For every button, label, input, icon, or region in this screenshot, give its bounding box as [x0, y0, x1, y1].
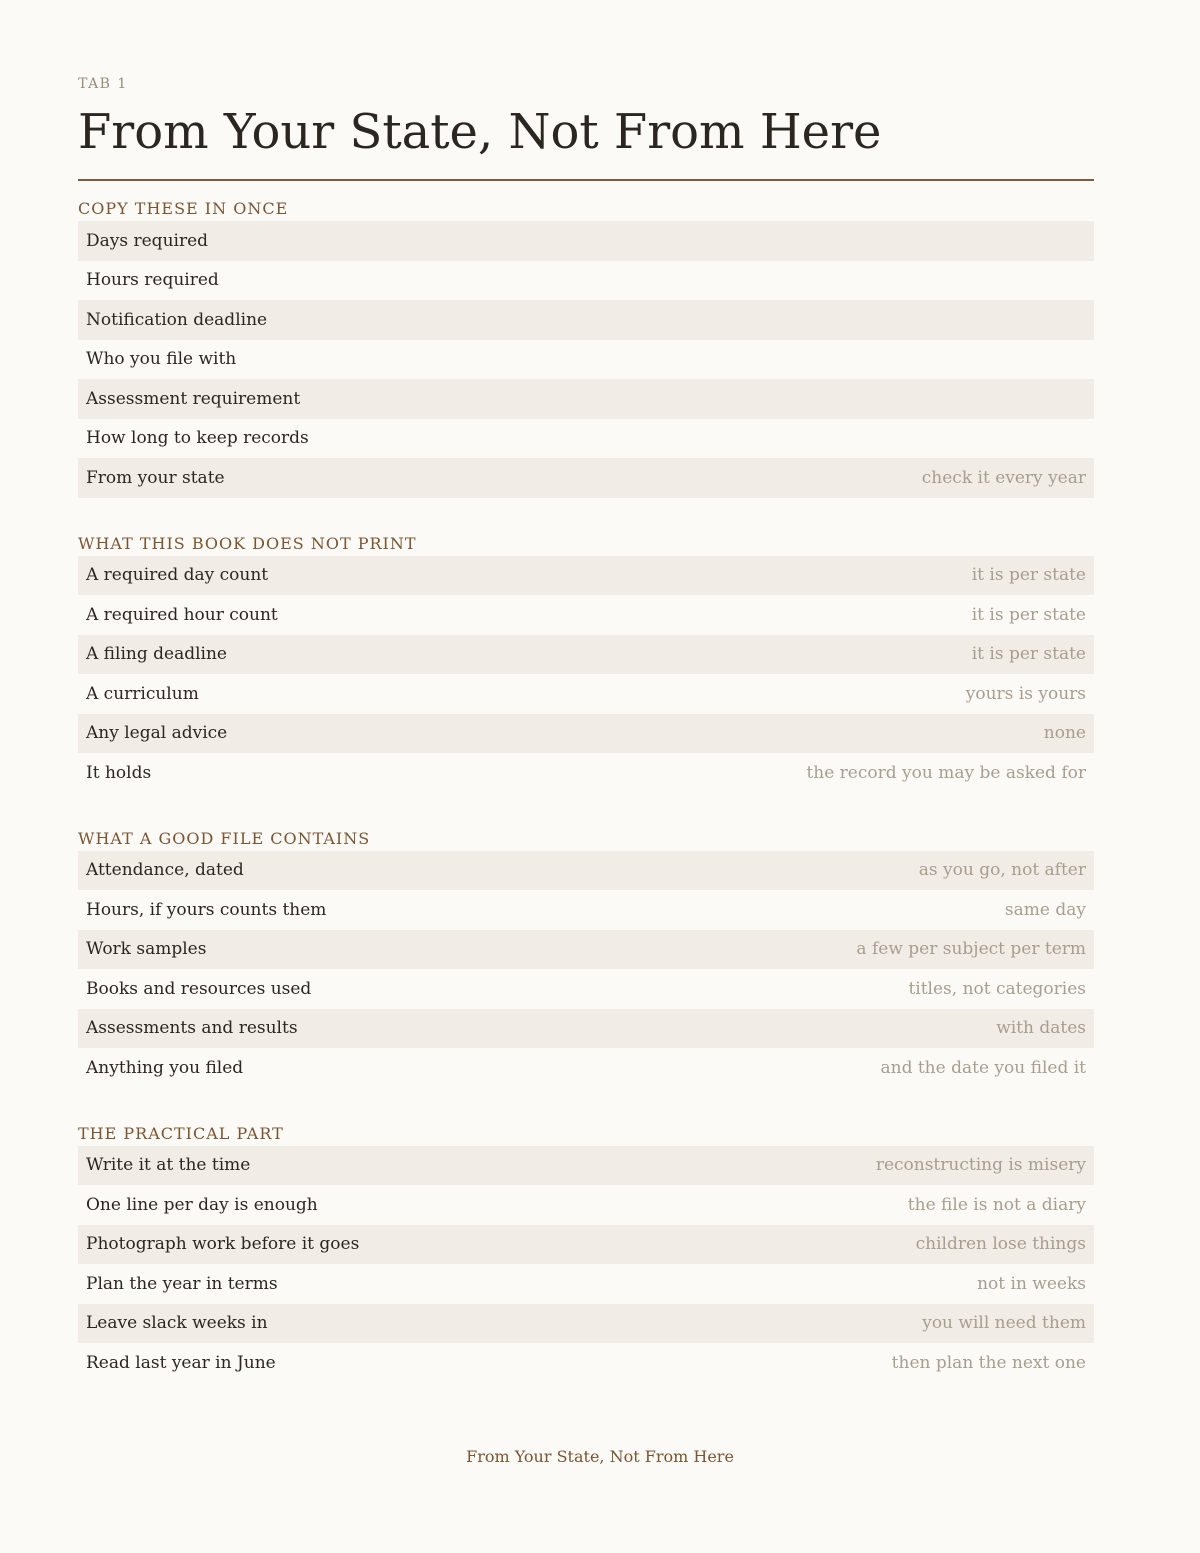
- section-copy-these-in-once: [78, 196, 1094, 498]
- list-item: [78, 1048, 1094, 1088]
- section-heading: WHAT A GOOD FILE CONTAINS: [78, 828, 371, 848]
- list-item: [78, 930, 1094, 970]
- list-item: [78, 890, 1094, 930]
- row-note: reconstructing is misery: [875, 1155, 1086, 1176]
- row-note: as you go, not after: [918, 860, 1086, 881]
- section-the-practical-part: [78, 1121, 1094, 1383]
- row-label: A required day count: [86, 565, 269, 586]
- list-item: [78, 340, 1094, 380]
- row-label: Any legal advice: [86, 723, 228, 744]
- list-item: [78, 1264, 1094, 1304]
- row-label: Read last year in June: [86, 1352, 276, 1373]
- row-label: Who you file with: [86, 349, 237, 370]
- list-item: [78, 458, 1094, 498]
- row-label: Days required: [86, 230, 209, 251]
- row-note: yours is yours: [965, 683, 1086, 704]
- list-item: [78, 1146, 1094, 1186]
- section-what-this-book-does-not-print: [78, 531, 1094, 793]
- row-label: Books and resources used: [86, 978, 312, 999]
- page-title: From Your State, Not From Here: [78, 104, 882, 160]
- list-item: [78, 1225, 1094, 1265]
- section-rows: [78, 556, 1094, 793]
- row-label: One line per day is enough: [86, 1194, 318, 1215]
- row-note: it is per state: [971, 604, 1086, 625]
- list-item: [78, 300, 1094, 340]
- section-rows: [78, 221, 1094, 498]
- list-item: [78, 419, 1094, 459]
- row-note: children lose things: [915, 1234, 1086, 1255]
- row-note: titles, not categories: [908, 978, 1086, 999]
- tab-label: TAB 1: [78, 76, 128, 92]
- row-note: the file is not a diary: [907, 1194, 1086, 1215]
- list-item: [78, 379, 1094, 419]
- row-label: Attendance, dated: [86, 860, 244, 881]
- row-label: Hours, if yours counts them: [86, 899, 327, 920]
- title-divider: [78, 179, 1094, 181]
- list-item: [78, 969, 1094, 1009]
- row-note: same day: [1004, 899, 1086, 920]
- section-heading: THE PRACTICAL PART: [78, 1123, 284, 1143]
- sections: [78, 196, 1094, 1416]
- list-item: [78, 1185, 1094, 1225]
- row-label: Notification deadline: [86, 309, 268, 330]
- list-item: [78, 1009, 1094, 1049]
- row-label: Work samples: [86, 939, 207, 960]
- row-label: Anything you filed: [86, 1057, 244, 1078]
- row-note: it is per state: [971, 565, 1086, 586]
- list-item: [78, 851, 1094, 891]
- row-label: Assessments and results: [86, 1018, 298, 1039]
- row-note: and the date you filed it: [880, 1057, 1086, 1078]
- section-rows: [78, 851, 1094, 1088]
- row-label: It holds: [86, 762, 152, 783]
- list-item: [78, 1304, 1094, 1344]
- row-label: From your state: [86, 467, 225, 488]
- section-what-a-good-file-contains: [78, 826, 1094, 1088]
- row-note: you will need them: [922, 1313, 1086, 1334]
- row-label: Write it at the time: [86, 1155, 251, 1176]
- list-item: [78, 714, 1094, 754]
- list-item: [78, 1343, 1094, 1383]
- row-note: the record you may be asked for: [806, 762, 1086, 783]
- row-note: it is per state: [971, 644, 1086, 665]
- row-note: then plan the next one: [891, 1352, 1086, 1373]
- row-label: A curriculum: [86, 683, 199, 704]
- list-item: [78, 753, 1094, 793]
- list-item: [78, 261, 1094, 301]
- row-label: A required hour count: [86, 604, 278, 625]
- list-item: [78, 556, 1094, 596]
- list-item: [78, 635, 1094, 675]
- row-label: A filing deadline: [86, 644, 227, 665]
- section-heading: COPY THESE IN ONCE: [78, 199, 289, 218]
- section-rows: [78, 1146, 1094, 1383]
- row-note: none: [1043, 723, 1086, 744]
- list-item: [78, 221, 1094, 261]
- section-heading: WHAT THIS BOOK DOES NOT PRINT: [78, 533, 417, 553]
- row-note: a few per subject per term: [856, 939, 1086, 960]
- row-label: Plan the year in terms: [86, 1273, 278, 1294]
- row-note: not in weeks: [977, 1273, 1086, 1294]
- row-note: check it every year: [921, 467, 1086, 488]
- row-label: How long to keep records: [86, 428, 309, 449]
- list-item: [78, 674, 1094, 714]
- list-item: [78, 595, 1094, 635]
- row-label: Assessment requirement: [86, 388, 301, 409]
- row-label: Leave slack weeks in: [86, 1313, 268, 1334]
- page-footer: From Your State, Not From Here: [466, 1447, 734, 1466]
- row-note: with dates: [996, 1018, 1086, 1039]
- row-label: Hours required: [86, 270, 219, 291]
- row-label: Photograph work before it goes: [86, 1234, 360, 1255]
